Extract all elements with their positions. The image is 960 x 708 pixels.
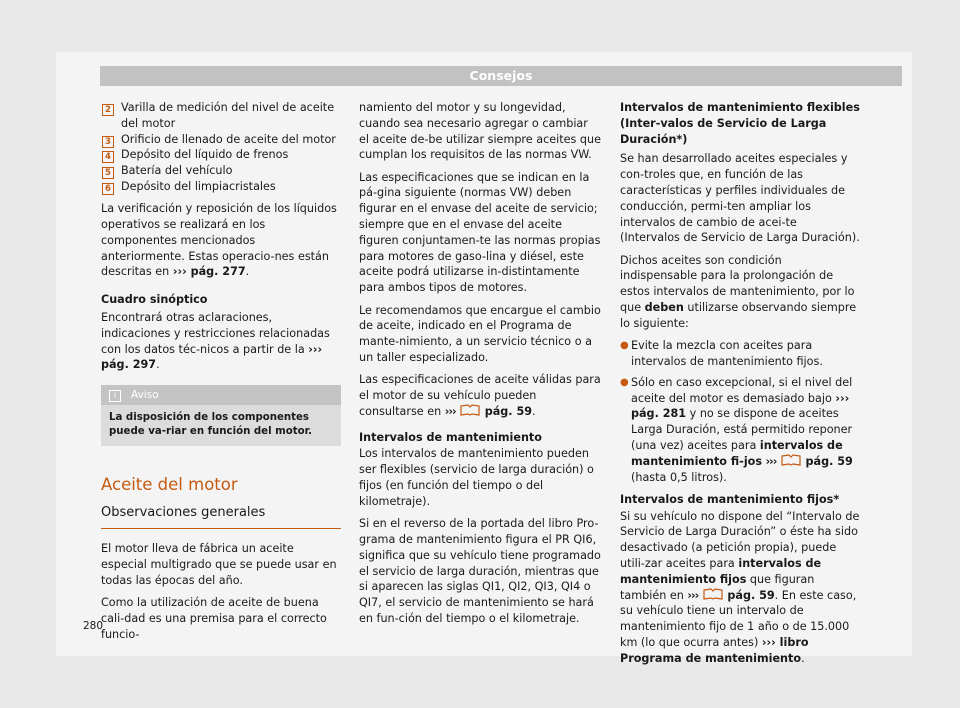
paragraph: Encontrará otras aclaraciones, indicaciones y restricciones relacionadas con los datos téc-nicos a partir de la ››› pág. 297. <box>101 311 330 372</box>
paragraph: Como la utilización de aceite de buena cali-dad es una premisa para el correcto funcio- <box>101 596 327 641</box>
item-text: Depósito del líquido de frenos <box>121 148 289 162</box>
bullet-icon: ● <box>620 340 629 352</box>
subheading-text: Intervalos de mantenimiento fijos* <box>620 492 840 506</box>
subheading <box>359 430 601 446</box>
bullet-text: (hasta 0,5 litros). <box>631 470 727 484</box>
arrow-marker: ››› <box>687 588 699 602</box>
note-title: Aviso <box>131 389 159 402</box>
list-item <box>101 163 341 179</box>
arrow-marker: ››› <box>444 404 456 418</box>
subheading-text: Cuadro sinóptico <box>101 293 208 307</box>
item-number: 6 <box>102 183 114 195</box>
paragraph: Las especificaciones que se indican en la pá-gina siguiente (normas VW) deben figurar en el envase del aceite de servicio; siempre que en el envase del aceite figuren conjuntamen-te las normas propias para motores de gaso-lina y diésel, este aceite podrá utilizarse in-distintamente para ambos tipos de motores. <box>359 170 601 295</box>
item-number: 3 <box>102 136 114 148</box>
info-icon: i <box>109 390 121 402</box>
book-link[interactable]: ››› libro Programa de mantenimiento <box>620 636 809 665</box>
bullet-text: Evite la mezcla con aceites para intervalos de mantenimiento fijos. <box>631 339 823 368</box>
paragraph-text: Si su vehículo no dispone del “Intervalo de Servicio de Larga Duración” o éste ha sido desactivado (a petición propia), puede utili-zar aceites para <box>620 509 860 571</box>
bullet-text: y no se dispone de aceites Larga Duración, está permitido reponer (una vez) aceites para <box>631 407 853 452</box>
paragraph: El motor lleva de fábrica un aceite especial multigrado que se puede usar en todas las épocas del año. <box>101 542 337 587</box>
bullet-item <box>620 338 860 370</box>
page-number: 280 <box>83 620 104 632</box>
bullet-text: Sólo en caso excepcional, si el nivel del aceite del motor es demasiado bajo <box>631 375 853 405</box>
book-icon <box>780 454 802 466</box>
column-3 <box>620 100 860 673</box>
paragraph-text: La verificación y reposición de los líquidos operativos se realizará en los componentes mencionados anteriormente. Estas operacio-nes están descritas en <box>101 202 337 279</box>
bullet-icon: ● <box>620 376 629 388</box>
section-header: Consejos <box>100 66 902 86</box>
item-text: Varilla de medición del nivel de aceite del motor <box>121 101 335 130</box>
page-link[interactable]: ››› pág. 277 <box>172 265 246 279</box>
item-text: Depósito del limpiacristales <box>121 179 276 193</box>
paragraph: Las especificaciones de aceite válidas para el motor de su vehículo pueden consultarse en ››› pág. 59. <box>359 373 601 418</box>
item-text: Batería del vehículo <box>121 164 233 178</box>
paragraph-text: Encontrará otras aclaraciones, indicaciones y restricciones relacionadas con los datos téc-nicos a partir de la <box>101 311 330 356</box>
paragraph: Si su vehículo no dispone del “Intervalo de Servicio de Larga Duración” o éste ha sido desactivado (a petición propia), puede utili-zar aceites para intervalos de mantenimiento fijos que figuran también en ››› pág. 59. En este caso, su vehículo tiene un intervalo de mantenimiento fijo de 1 año o de 15.000 km (lo que ocurra antes) ››› libro Programa de mantenimiento. <box>620 509 860 665</box>
note-header <box>101 385 341 405</box>
note-box <box>101 385 341 446</box>
section-subtitle: Observaciones generales <box>101 504 341 529</box>
column-2 <box>359 100 601 633</box>
page-link[interactable]: ››› pág. 281 <box>631 391 850 421</box>
subheading <box>620 492 860 508</box>
arrow-marker: ››› <box>765 454 777 468</box>
item-number: 5 <box>102 167 114 179</box>
bullet-item <box>620 375 860 486</box>
subheading <box>101 292 341 308</box>
book-icon <box>702 588 724 600</box>
paragraph <box>620 253 860 332</box>
paragraph-text: En este caso, su vehículo tiene un intervalo de mantenimiento fijo de 1 año o de 15.000 km (lo que ocurra antes) <box>620 588 857 649</box>
paragraph-text: utilizarse observando siempre lo siguiente: <box>620 301 857 330</box>
book-icon <box>459 404 481 416</box>
page-link[interactable]: pág. 59 <box>727 588 775 602</box>
item-number: 2 <box>102 104 114 116</box>
list-item <box>101 132 341 148</box>
paragraph: La verificación y reposición de los líquidos operativos se realizará en los componentes mencionados anteriormente. Estas operacio-nes están descritas en ››› pág. 277. <box>101 202 337 279</box>
item-number: 4 <box>102 151 114 163</box>
paragraph-text: Dichos aceites son condición indispensable para la prolongación de estos intervalos de mantenimiento, por lo que <box>620 253 855 315</box>
emphasis: deben <box>644 301 684 315</box>
page <box>56 52 912 665</box>
column-1 <box>101 100 341 649</box>
paragraph-text: que figuran también en <box>620 572 815 602</box>
subheading-text: Intervalos de mantenimiento flexibles (Inter-valos de Servicio de Larga Duración*) <box>620 101 860 146</box>
paragraph-text: Las especificaciones de aceite válidas para el motor de su vehículo pueden consultarse en <box>359 373 601 418</box>
emphasis: intervalos de mantenimiento fi-jos <box>631 438 843 468</box>
page-link[interactable]: pág. 59 <box>484 404 533 418</box>
list-item <box>101 147 341 163</box>
page-link[interactable]: ››› pág. 297 <box>101 342 323 372</box>
page-link[interactable]: pág. 59 <box>805 454 853 468</box>
note-body: La disposición de los componentes puede va-riar en función del motor. <box>101 405 341 446</box>
paragraph: Los intervalos de mantenimiento pueden ser flexibles (servicio de larga duración) o fijos (en función del tiempo o del kilometraje). <box>359 447 594 508</box>
section-title: Aceite del motor <box>101 475 238 495</box>
emphasis: intervalos de mantenimiento fijos <box>620 557 822 586</box>
paragraph: Le recomendamos que encargue el cambio de aceite, indicado en el Programa de mante-nimiento, a un servicio técnico o a un taller especializado. <box>359 303 601 364</box>
paragraph: Si en el reverso de la portada del libro Pro-grama de mantenimiento figura el PR QI6, significa que su vehículo tiene programado el servicio de larga duración, mientras que si aparecen las siglas QI1, QI2, QI3, QI4 o QI7, el servicio de mantenimiento se hará en fun-ción del tiempo o el kilometraje. <box>359 517 601 625</box>
subheading-text: Intervalos de mantenimiento <box>359 430 542 444</box>
list-item <box>101 179 341 195</box>
list-item <box>101 100 341 132</box>
paragraph: Se han desarrollado aceites especiales y con-troles que, en función de las características y perfiles individuales de conducción, permi-ten ampliar los intervalos de cambio de acei-te (Intervalos de Servicio de Larga Duración). <box>620 152 860 245</box>
paragraph: namiento del motor y su longevidad, cuando sea necesario agregar o cambiar el aceite de-be utilizar siempre aceites que cumplan los requisitos de las normas VW. <box>359 101 601 162</box>
subheading <box>620 100 860 147</box>
item-text: Orificio de llenado de aceite del motor <box>121 132 336 146</box>
